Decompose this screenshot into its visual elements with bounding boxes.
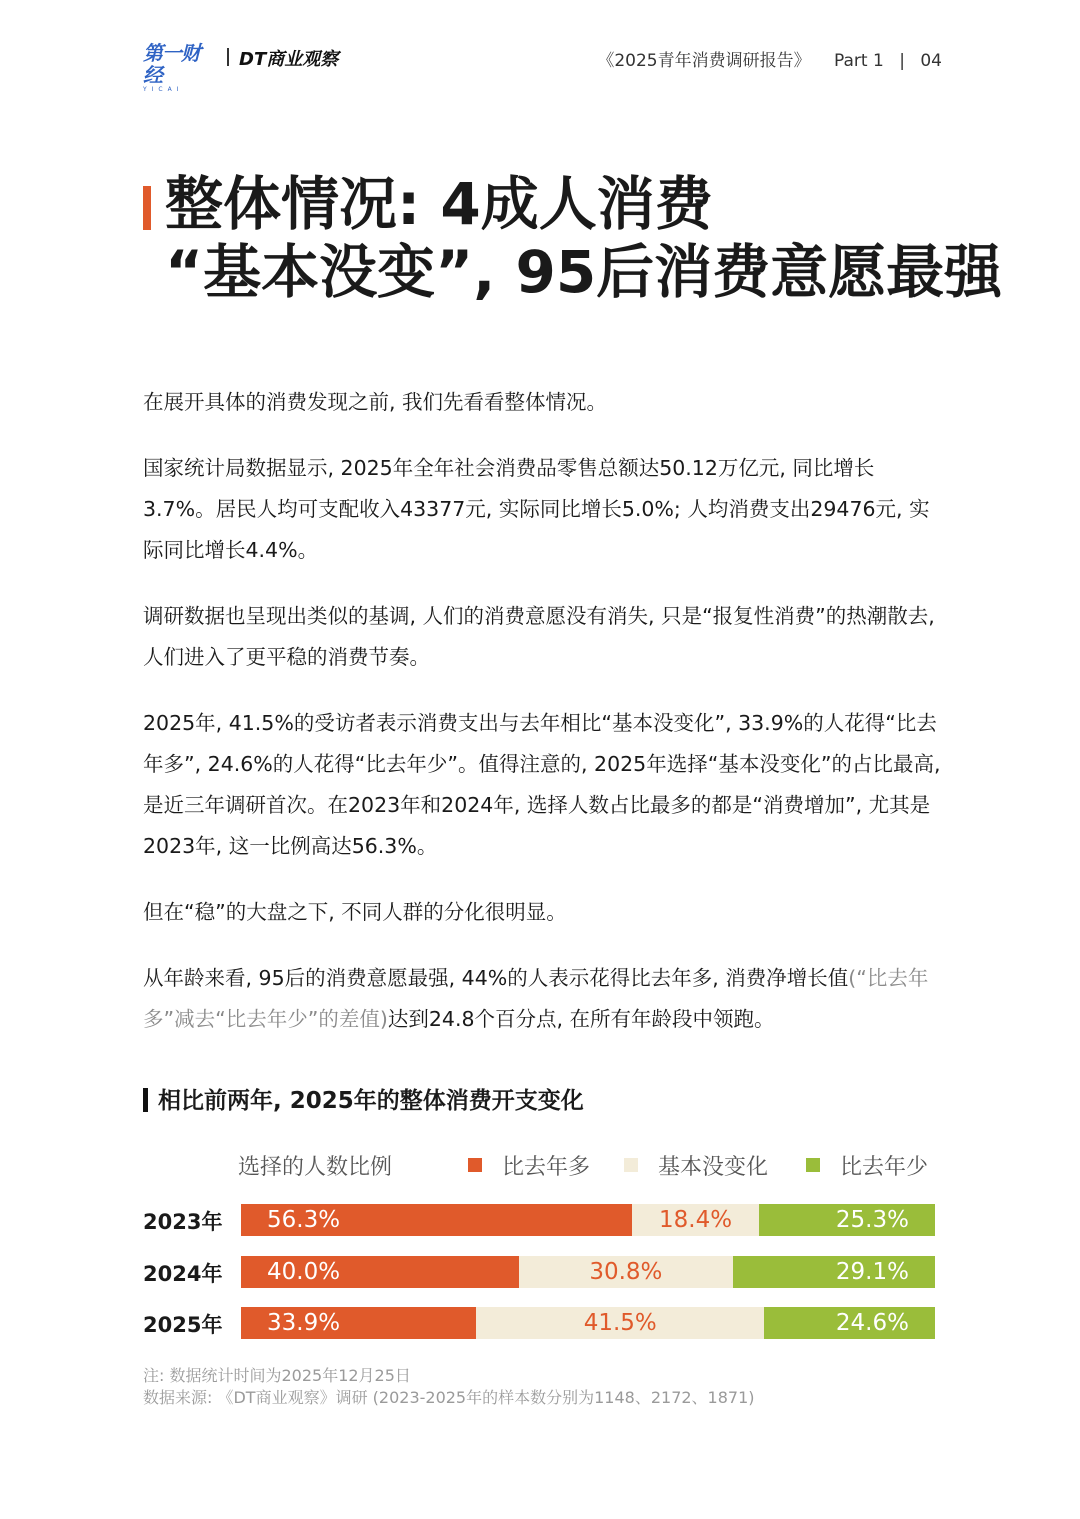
legend-swatch-less [806,1158,820,1172]
paragraph-5: 但在“稳”的大盘之下, 不同人群的分化很明显。 [143,900,567,924]
chart-note: 注: 数据统计时间为2025年12月25日 [143,1366,411,1385]
bar-segment-less: 24.6% [764,1307,935,1339]
bar-row [241,1204,935,1236]
body-text [143,382,943,1065]
row-label: 2025年 [143,1313,223,1337]
paragraph-6-part-b: 达到24.8个百分点, 在所有年龄段中领跑。 [387,1007,775,1031]
yicai-logo [143,41,217,93]
paragraph-3: 调研数据也呈现出类似的基调, 人们的消费意愿没有消失, 只是“报复性消费”的热潮散去, 人们进入了更平稳的消费节奏。 [143,604,935,669]
page-header [143,40,942,93]
bar-segment-more: 40.0% [241,1256,519,1288]
legend-label-less: 比去年少 [840,1155,929,1180]
logo-divider [227,48,229,66]
bar-segment-more: 33.9% [241,1307,476,1339]
legend-swatch-same [624,1158,638,1172]
paragraph-2: 国家统计局数据显示, 2025年全年社会消费品零售总额达50.12万亿元, 同比增长3.7%。居民人均可支配收入43377元, 实际同比增长5.0%; 人均消费支出29476元, 实际同比增长4.4%。 [143,456,930,562]
bar-segment-less: 29.1% [733,1256,935,1288]
legend-item-less [806,1150,928,1181]
bar-segment-less: 25.3% [759,1204,935,1236]
header-divider: | [899,51,905,71]
chart-title: 相比前两年, 2025年的整体消费开支变化 [158,1088,584,1114]
yicai-logo-cn: 第一财经 [143,41,200,87]
legend-swatch-more [468,1158,482,1172]
header-report-info [597,46,942,71]
page-title-line2: “基本没变”, 95后消费意愿最强 [165,238,1003,306]
row-label: 2023年 [143,1210,223,1234]
paragraph-6 [143,958,943,1040]
page-title [165,170,1002,306]
title-accent-bar [143,186,151,230]
bar-segment-more: 56.3% [241,1204,632,1236]
data-source: 数据来源: 《DT商业观察》调研 (2023-2025年的样本数分别为1148、2172、1871) [143,1388,755,1407]
bar-row [241,1307,935,1339]
yicai-logo-en: YICAI [143,86,184,93]
paragraph-4: 2025年, 41.5%的受访者表示消费支出与去年相比“基本没变化”, 33.9%的人花得“比去年多”, 24.6%的人花得“比去年少”。值得注意的, 2025年选择“基本没变化”的占比最高, 是近三年调研首次。在2023年和2024年, 选择人数占比最多的都是“消费增加”, 尤其是2023年, 这一比例高达56.3%。 [143,711,941,858]
legend-axis-label: 选择的人数比例 [238,1155,393,1180]
bar-row [241,1256,935,1288]
paragraph-6-note: (“比去年多”减去“比去年少”的差值) [143,966,929,1031]
part-label: Part 1 [834,51,884,71]
legend-item-same [624,1150,768,1181]
bar-segment-same: 30.8% [519,1256,733,1288]
legend-label-more: 比去年多 [502,1155,591,1180]
page-number: 04 [920,51,942,71]
paragraph-6-part-a: 从年龄来看, 95后的消费意愿最强, 44%的人表示花得比去年多, 消费净增长值 [143,966,849,990]
chart-title-accent [143,1088,148,1112]
report-title: 《2025青年消费调研报告》 [597,51,811,71]
paragraph-1: 在展开具体的消费发现之前, 我们先看看整体情况。 [143,390,608,414]
dt-logo: DT商业观察 [239,49,339,70]
row-label: 2024年 [143,1262,223,1286]
page-title-line1: 整体情况: 4成人消费 [165,170,713,238]
legend-item-more [468,1150,590,1181]
chart-notes [143,1365,755,1409]
chart-legend [238,1150,938,1184]
bar-segment-same: 41.5% [476,1307,764,1339]
bar-segment-same: 18.4% [632,1204,760,1236]
legend-label-same: 基本没变化 [658,1155,769,1180]
